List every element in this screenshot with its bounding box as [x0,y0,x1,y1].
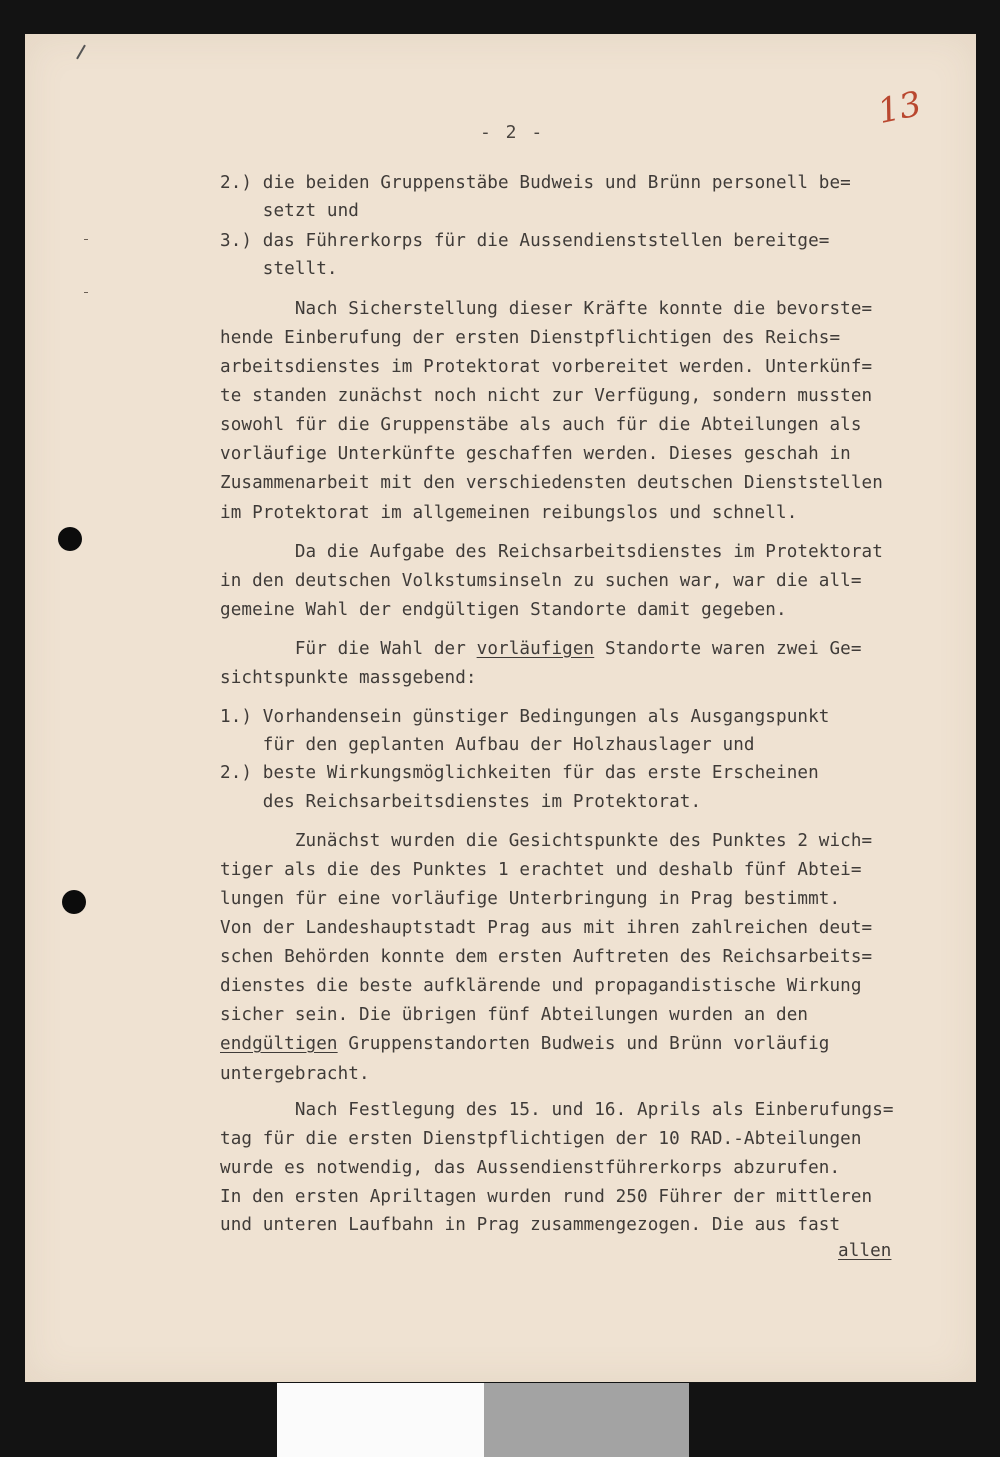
text-line: für den geplanten Aufbau der Holzhauslager und [220,735,755,755]
underlined-word: vorläufigen [476,639,595,659]
margin-tick [84,292,88,293]
text-line: setzt und [220,201,360,221]
text-line: tag für die ersten Dienstpflichtigen der 10 RAD.-Abteilungen [220,1129,862,1149]
text-line: sichtspunkte massgebend: [220,668,477,688]
text-line: Zunächst wurden die Gesichtspunkte des Punktes 2 wich= [220,831,873,851]
text-line: wurde es notwendig, das Aussendienstführerkorps abzurufen. [220,1158,841,1178]
page-number: - 2 - [480,122,545,143]
text-line: te standen zunächst noch nicht zur Verfügung, sondern mussten [220,386,873,406]
text-line: Nach Festlegung des 15. und 16. Aprils als Einberufungs= [220,1100,894,1120]
text-line [220,1033,829,1055]
text-segment: Für die Wahl der [220,639,477,659]
text-line: untergebracht. [220,1064,370,1084]
text-line: schen Behörden konnte dem ersten Auftreten des Reichsarbeits= [220,947,873,967]
text-line: 3.) das Führerkorps für die Aussendienststellen bereitge= [220,231,830,251]
text-line: und unteren Laufbahn in Prag zusammengezogen. Die aus fast [220,1215,841,1235]
scan-calibration-grey [484,1383,689,1457]
text-line: hende Einberufung der ersten Dienstpflichtigen des Reichs= [220,328,841,348]
text-line: gemeine Wahl der endgültigen Standorte damit gegeben. [220,600,787,620]
text-line: Zusammenarbeit mit den verschiedensten deutschen Dienststellen [220,473,883,493]
text-line: Da die Aufgabe des Reichsarbeitsdienstes im Protektorat [220,542,883,562]
text-line: Nach Sicherstellung dieser Kräfte konnte die bevorste= [220,299,873,319]
punch-hole-bottom [62,890,86,914]
text-line: lungen für eine vorläufige Unterbringung in Prag bestimmt. [220,889,841,909]
text-line: Von der Landeshauptstadt Prag aus mit ihren zahlreichen deut= [220,918,873,938]
text-line: sicher sein. Die übrigen fünf Abteilungen wurden an den [220,1005,809,1025]
text-line: vorläufige Unterkünfte geschaffen werden. Dieses geschah in [220,444,851,464]
text-line: 1.) Vorhandensein günstiger Bedingungen als Ausgangspunkt [220,707,830,727]
underlined-word: endgültigen [220,1034,338,1054]
text-line: sowohl für die Gruppenstäbe als auch für die Abteilungen als [220,415,862,435]
text-line: 2.) die beiden Gruppenstäbe Budweis und Brünn personell be= [220,173,851,193]
text-line [220,638,862,660]
text-line: im Protektorat im allgemeinen reibungslos und schnell. [220,503,798,523]
text-line: tiger als die des Punktes 1 erachtet und deshalb fünf Abtei= [220,860,862,880]
text-line: des Reichsarbeitsdienstes im Protektorat. [220,792,702,812]
catchword: allen [838,1241,892,1261]
text-line: arbeitsdienstes im Protektorat vorbereitet werden. Unterkünf= [220,357,873,377]
text-line: In den ersten Apriltagen wurden rund 250 Führer der mittleren [220,1187,873,1207]
text-line: in den deutschen Volkstumsinseln zu suchen war, war die all= [220,571,862,591]
margin-tick [84,239,88,240]
folio-number: 13 [874,83,925,133]
text-line: stellt. [220,259,338,279]
text-line: dienstes die beste aufklärende und propagandistische Wirkung [220,976,862,996]
punch-hole-top [58,527,82,551]
text-line: 2.) beste Wirkungsmöglichkeiten für das erste Erscheinen [220,763,819,783]
scan-calibration-white [277,1383,484,1457]
text-segment: Standorte waren zwei Ge= [594,639,862,659]
text-segment: Gruppenstandorten Budweis und Brünn vorläufig [337,1034,830,1054]
